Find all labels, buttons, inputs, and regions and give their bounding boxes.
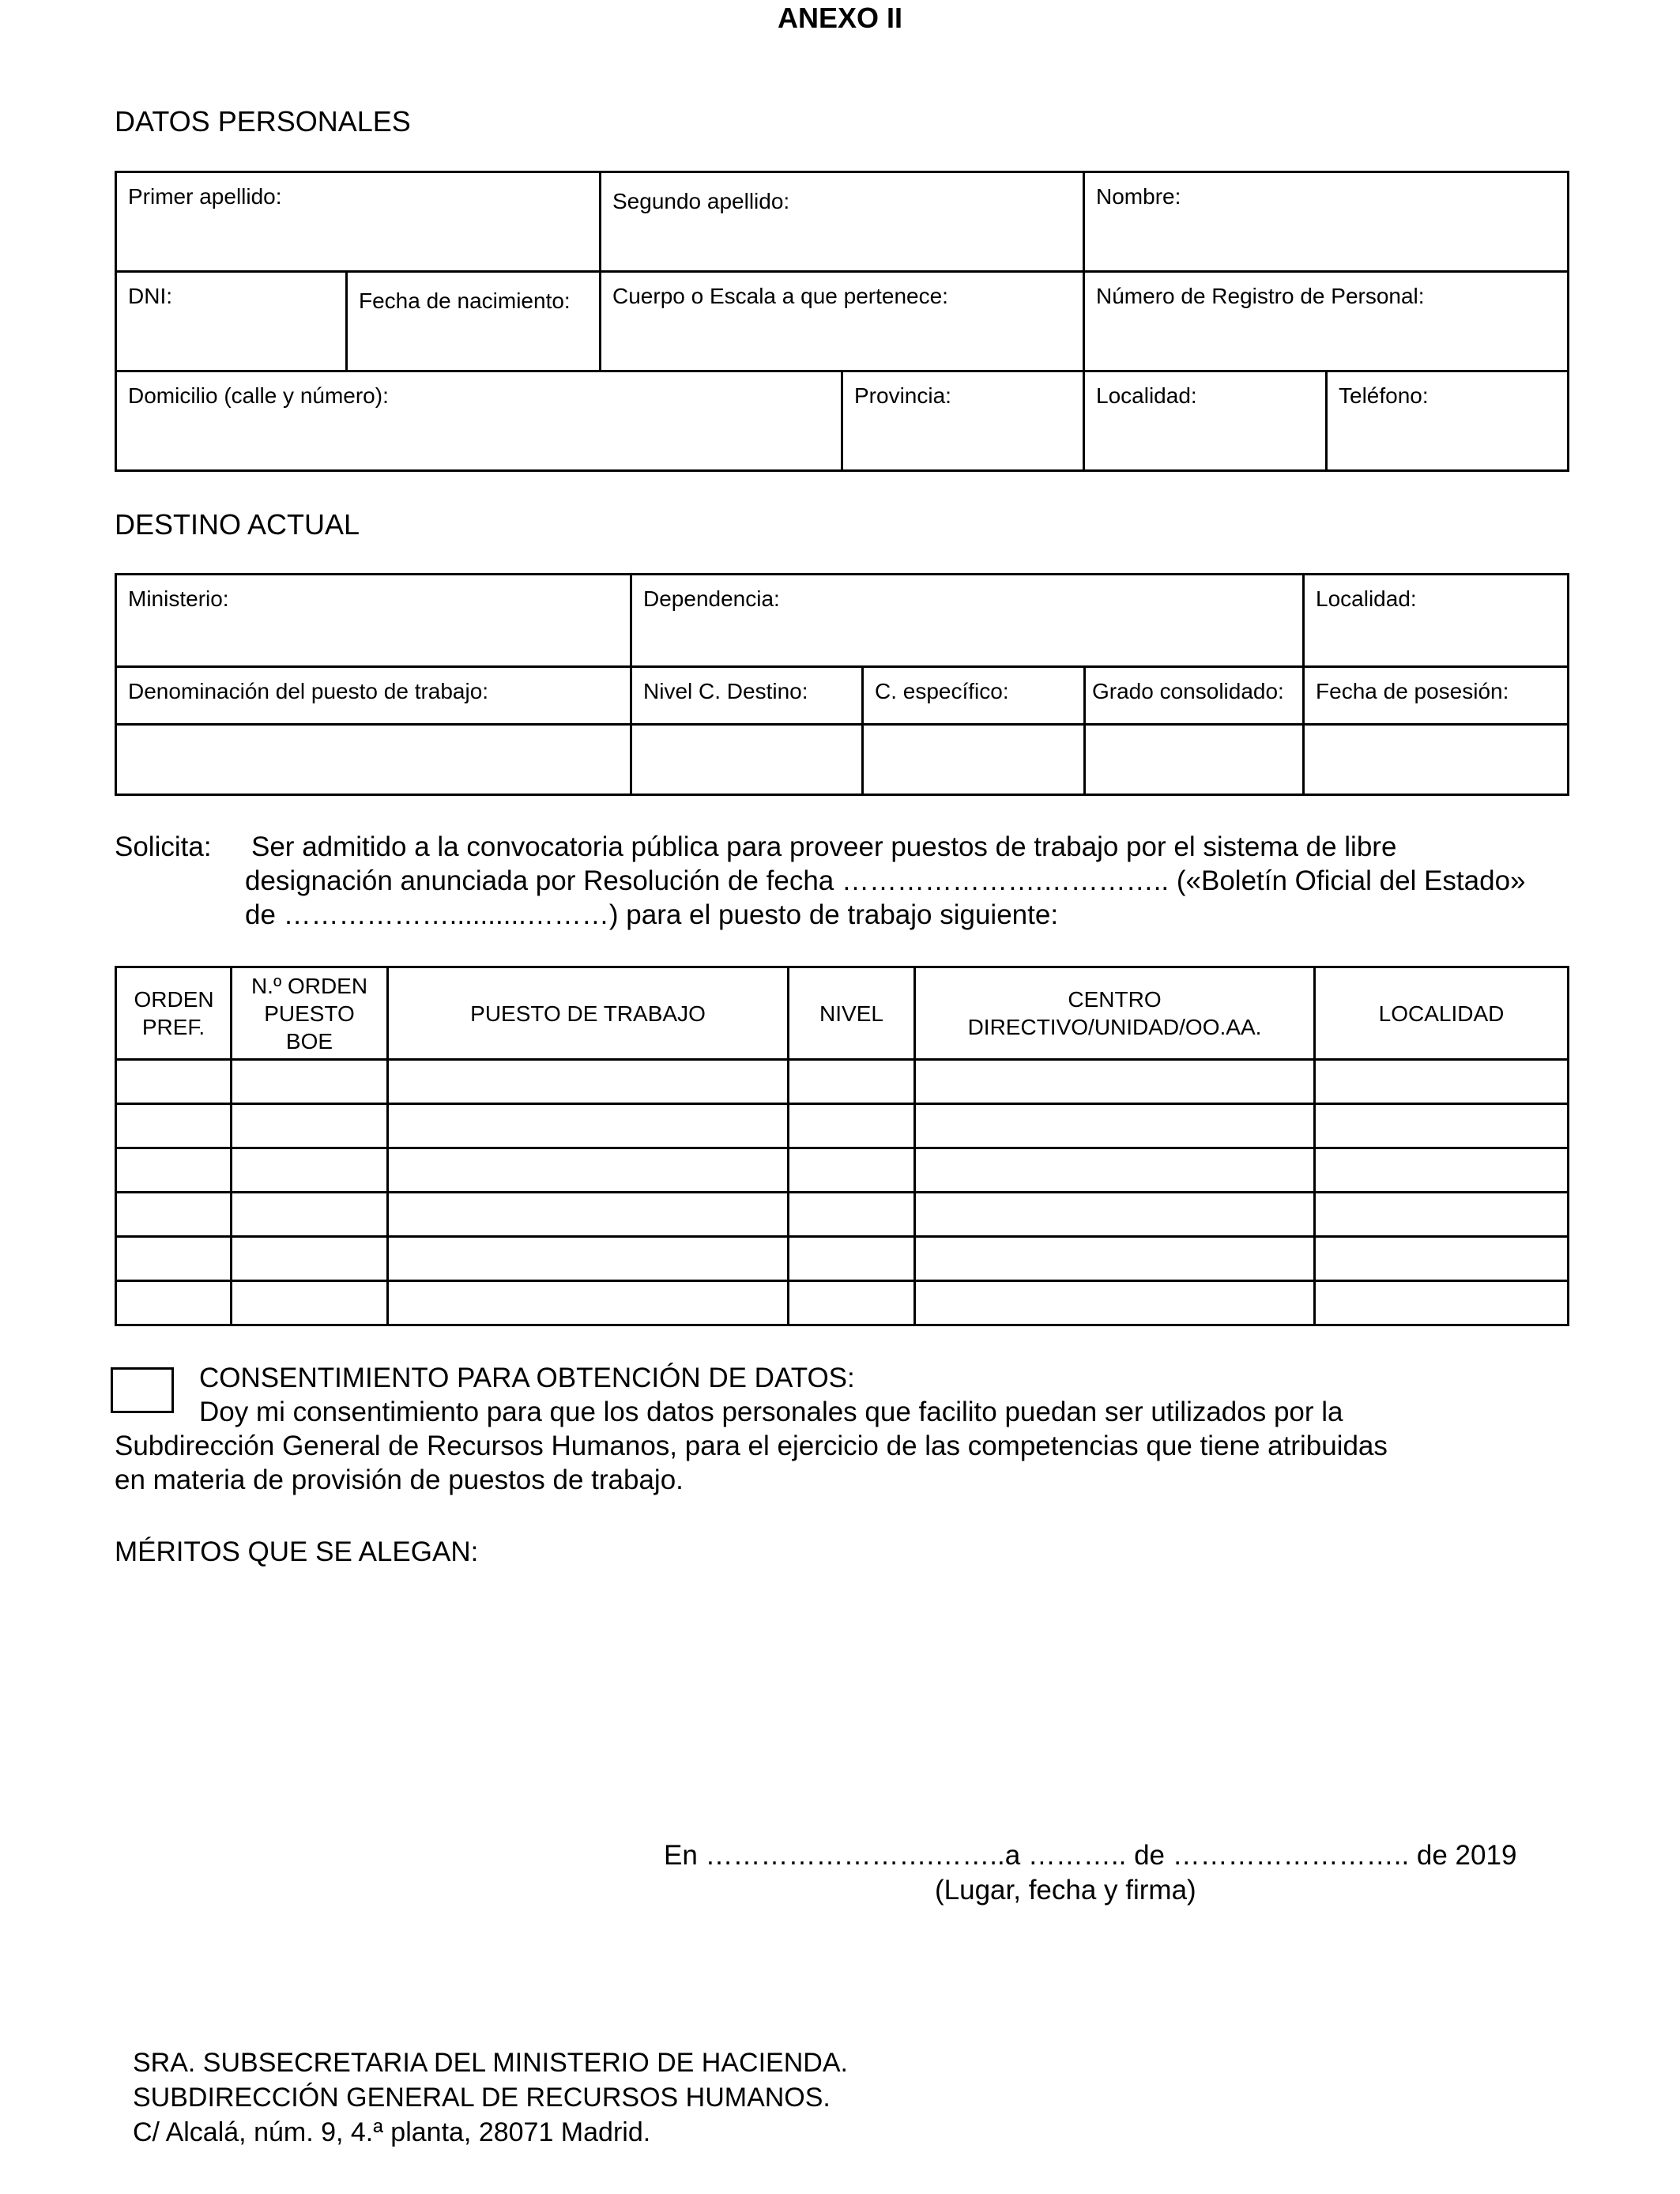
cuerpo-escala-label: Cuerpo o Escala a que pertenece:: [612, 284, 948, 308]
table-cell[interactable]: [116, 1060, 232, 1104]
registro-personal-label: Número de Registro de Personal:: [1096, 284, 1425, 308]
table-cell[interactable]: [915, 1193, 1315, 1237]
denominacion-header: [116, 667, 631, 725]
grado-label: Grado consolidado:: [1092, 679, 1284, 703]
table-cell[interactable]: [232, 1148, 388, 1193]
table-cell[interactable]: [1315, 1237, 1569, 1281]
centro-directivo-header: CENTRO DIRECTIVO/UNIDAD/OO.AA.: [915, 967, 1315, 1060]
dependencia-label: Dependencia:: [643, 586, 780, 611]
table-cell[interactable]: [232, 1193, 388, 1237]
dependencia-field[interactable]: [631, 575, 1304, 667]
solicita-block: [115, 830, 1567, 932]
destino-actual-table: [115, 573, 1569, 796]
fecha-posesion-header: [1304, 667, 1569, 725]
orden-puesto-boe-header: N.º ORDEN PUESTO BOE: [232, 967, 388, 1060]
puestos-table: [115, 966, 1569, 1326]
ministerio-field[interactable]: [116, 575, 631, 667]
especifico-label: C. específico:: [875, 679, 1009, 703]
signature-line: En …………………….……..a ……….. de …………………….. de 2019: [664, 1840, 1517, 1871]
consent-line-3: en materia de provisión de puestos de trabajo.: [115, 1465, 684, 1495]
puesto-trabajo-header: PUESTO DE TRABAJO: [388, 967, 789, 1060]
table-cell[interactable]: [232, 1281, 388, 1325]
table-cell[interactable]: [116, 1281, 232, 1325]
personal-data-table: [115, 171, 1569, 472]
destino-actual-heading: DESTINO ACTUAL: [115, 508, 360, 541]
provincia-label: Provincia:: [854, 383, 951, 408]
meritos-area[interactable]: [115, 1577, 1567, 1814]
segundo-apellido-field[interactable]: [601, 172, 1084, 272]
grado-header: [1085, 667, 1304, 725]
ministerio-label: Ministerio:: [128, 586, 229, 611]
domicilio-field[interactable]: [116, 371, 842, 471]
nivel-destino-input[interactable]: [631, 725, 863, 795]
nivel-destino-header: [631, 667, 863, 725]
table-row: [116, 1237, 1569, 1281]
table-cell[interactable]: [232, 1104, 388, 1148]
consent-heading: CONSENTIMIENTO PARA OBTENCIÓN DE DATOS:: [199, 1363, 855, 1393]
table-cell[interactable]: [388, 1148, 789, 1193]
table-cell[interactable]: [388, 1281, 789, 1325]
table-row: [116, 1281, 1569, 1325]
table-cell[interactable]: [789, 1148, 915, 1193]
localidad-label: Localidad:: [1096, 383, 1197, 408]
table-cell[interactable]: [232, 1237, 388, 1281]
denominacion-input[interactable]: [116, 725, 631, 795]
signature-caption: (Lugar, fecha y firma): [935, 1875, 1196, 1906]
segundo-apellido-label: Segundo apellido:: [612, 189, 790, 213]
fecha-nacimiento-label: Fecha de nacimiento:: [359, 288, 571, 313]
table-cell[interactable]: [116, 1237, 232, 1281]
table-row: [116, 1148, 1569, 1193]
page-title: ANEXO II: [777, 2, 903, 34]
table-cell[interactable]: [388, 1193, 789, 1237]
localidad-header: LOCALIDAD: [1315, 967, 1569, 1060]
cuerpo-escala-field[interactable]: [601, 272, 1084, 371]
address-line-2: SUBDIRECCIÓN GENERAL DE RECURSOS HUMANOS.: [133, 2083, 831, 2113]
registro-personal-field[interactable]: [1084, 272, 1569, 371]
table-cell[interactable]: [789, 1104, 915, 1148]
table-cell[interactable]: [1315, 1281, 1569, 1325]
table-cell[interactable]: [116, 1148, 232, 1193]
table-row: [116, 1060, 1569, 1104]
denominacion-label: Denominación del puesto de trabajo:: [128, 679, 489, 703]
personal-data-heading: DATOS PERSONALES: [115, 105, 411, 138]
table-cell[interactable]: [116, 1104, 232, 1148]
table-cell[interactable]: [1315, 1193, 1569, 1237]
table-cell[interactable]: [789, 1237, 915, 1281]
fecha-posesion-input[interactable]: [1304, 725, 1569, 795]
table-cell[interactable]: [388, 1060, 789, 1104]
destino-localidad-field[interactable]: [1304, 575, 1569, 667]
solicita-line-2: designación anunciada por Resolución de fecha ………………….………….. («Boletín Oficial del Estado»: [245, 865, 1526, 896]
table-cell[interactable]: [1315, 1148, 1569, 1193]
telefono-field[interactable]: [1327, 371, 1569, 471]
nivel-header: NIVEL: [789, 967, 915, 1060]
orden-pref-header: ORDEN PREF.: [116, 967, 232, 1060]
primer-apellido-label: Primer apellido:: [128, 184, 282, 209]
table-cell[interactable]: [789, 1193, 915, 1237]
telefono-label: Teléfono:: [1339, 383, 1429, 408]
consent-checkbox[interactable]: [111, 1367, 174, 1413]
grado-input[interactable]: [1085, 725, 1304, 795]
fecha-nacimiento-field[interactable]: [347, 272, 601, 371]
fecha-posesion-label: Fecha de posesión:: [1316, 679, 1509, 703]
puestos-header-row: [116, 967, 1569, 1060]
primer-apellido-field[interactable]: [116, 172, 601, 272]
address-line-3: C/ Alcalá, núm. 9, 4.ª planta, 28071 Madrid.: [133, 2117, 651, 2147]
consent-line-1: Doy mi consentimiento para que los datos personales que facilito puedan ser utilizados por la: [199, 1397, 1343, 1427]
table-cell[interactable]: [915, 1104, 1315, 1148]
table-cell[interactable]: [388, 1104, 789, 1148]
dni-label: DNI:: [128, 284, 172, 308]
table-cell[interactable]: [915, 1281, 1315, 1325]
table-cell[interactable]: [1315, 1060, 1569, 1104]
table-cell[interactable]: [915, 1060, 1315, 1104]
table-cell[interactable]: [789, 1281, 915, 1325]
table-cell[interactable]: [915, 1237, 1315, 1281]
consent-line-2: Subdirección General de Recursos Humanos, para el ejercicio de las competencias que tiene atribuidas: [115, 1431, 1388, 1461]
table-cell[interactable]: [388, 1237, 789, 1281]
nivel-destino-label: Nivel C. Destino:: [643, 679, 808, 703]
solicita-label: Solicita:: [115, 831, 212, 862]
destino-localidad-label: Localidad:: [1316, 586, 1417, 611]
address-line-1: SRA. SUBSECRETARIA DEL MINISTERIO DE HACIENDA.: [133, 2048, 848, 2078]
table-cell[interactable]: [232, 1060, 388, 1104]
domicilio-label: Domicilio (calle y número):: [128, 383, 389, 408]
table-cell[interactable]: [1315, 1104, 1569, 1148]
especifico-input[interactable]: [863, 725, 1085, 795]
meritos-heading: MÉRITOS QUE SE ALEGAN:: [115, 1536, 479, 1567]
nombre-label: Nombre:: [1096, 184, 1181, 209]
table-cell[interactable]: [789, 1060, 915, 1104]
provincia-field[interactable]: [842, 371, 1084, 471]
dni-field[interactable]: [116, 272, 347, 371]
solicita-line-3: de ………………..........………) para el puesto de trabajo siguiente:: [245, 899, 1059, 930]
nombre-field[interactable]: [1084, 172, 1569, 272]
table-row: [116, 1193, 1569, 1237]
table-cell[interactable]: [116, 1193, 232, 1237]
table-cell[interactable]: [915, 1148, 1315, 1193]
solicita-line-1: Ser admitido a la convocatoria pública para proveer puestos de trabajo por el sistema de libre: [251, 831, 1397, 862]
localidad-field[interactable]: [1084, 371, 1327, 471]
especifico-header: [863, 667, 1085, 725]
table-row: [116, 1104, 1569, 1148]
